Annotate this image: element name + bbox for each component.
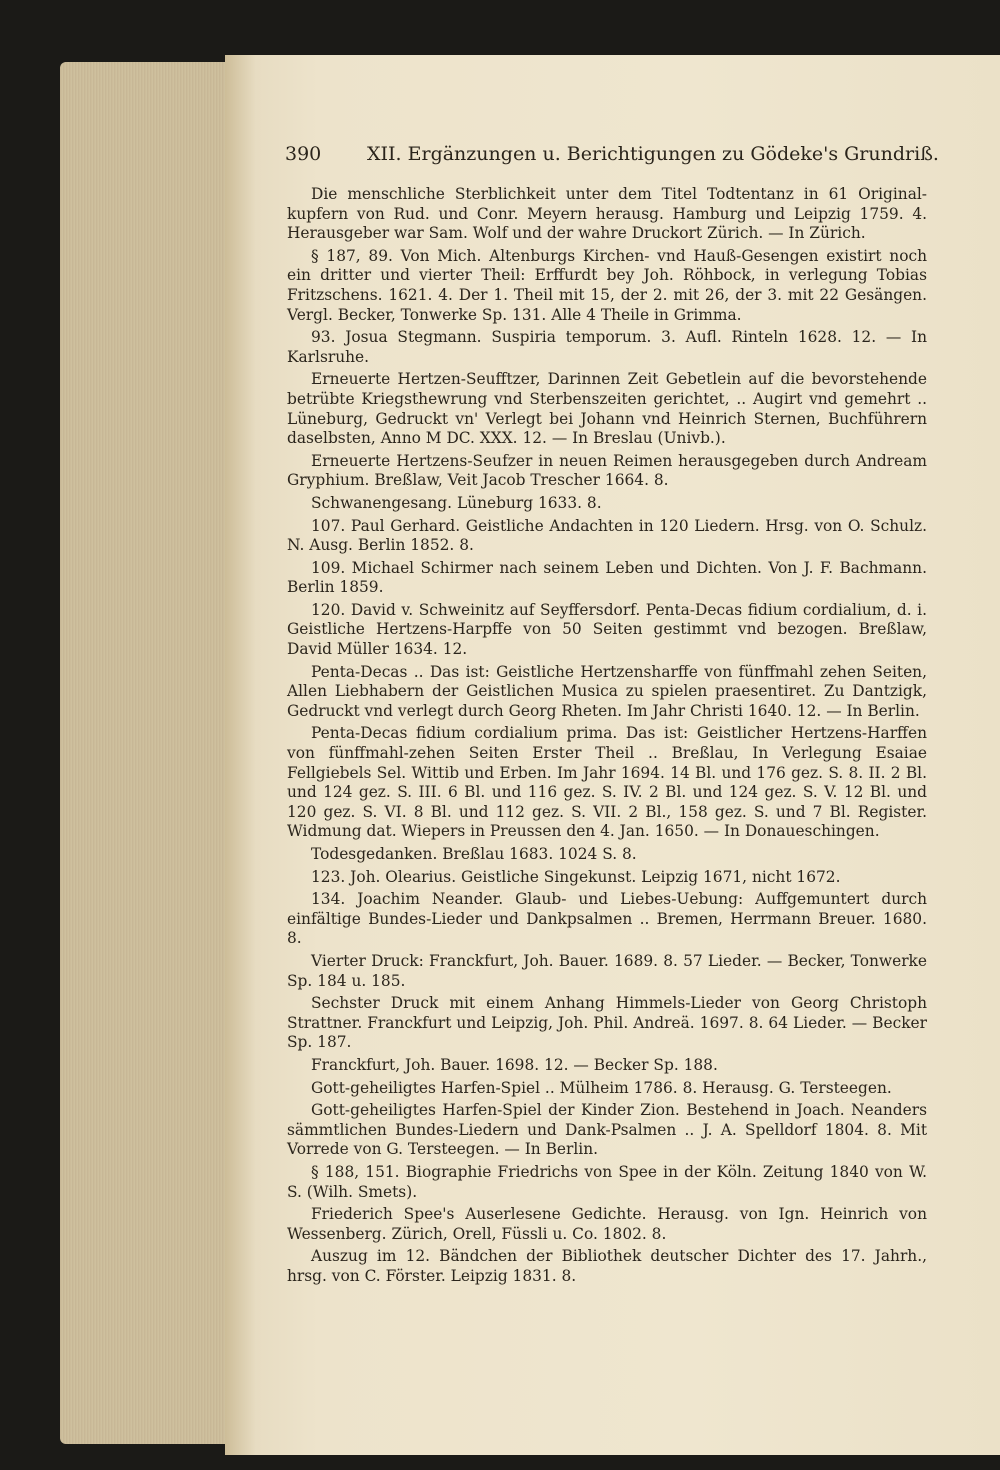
- paragraph: Erneuerte Hertzen-Seufftzer, Darinnen Zeit Gebetlein auf die bevorstehende betrübte Kriegsthewrung vnd Sterbenszeiten gerichtet, .. Augirt vnd gemehrt .. Lüneburg, Gedruckt vn' Verlegt bei Johann vnd Heinrich Sternen, Buchführern daselbsten, Anno M DC. XXX. 12. — In Breslau (Univb.).: [287, 370, 927, 448]
- paragraph: 120. David v. Schweinitz auf Seyffersdorf. Penta-Decas fidium cordialium, d. i. Geistliche Hertzens-Harpffe von 50 Seiten gestimmt vnd bezogen. Breßlaw, David Müller 1634. 12.: [287, 600, 927, 659]
- paragraph: Friederich Spee's Auserlesene Gedichte. Herausg. von Ign. Heinrich von Wessenberg. Zürich, Orell, Füssli u. Co. 1802. 8.: [287, 1205, 927, 1243]
- paragraph: Franckfurt, Joh. Bauer. 1698. 12. — Becker Sp. 188.: [311, 1055, 718, 1074]
- paragraph: Sechster Druck mit einem Anhang Himmels-Lieder von Georg Christoph Strattner. Franckfurt und Leipzig, Joh. Phil. Andreä. 1697. 8. 64 Lieder. — Becker Sp. 187.: [287, 994, 927, 1052]
- paragraph: 134. Joachim Neander. Glaub- und Liebes-Uebung: Auffgemuntert durch einfältige Bundes-Lieder und Dankpsalmen .. Bremen, Herrmann Breuer. 1680. 8.: [287, 890, 927, 948]
- paragraph: Penta-Decas .. Das ist: Geistliche Hertzensharffe von fünffmahl zehen Seiten, Allen Liebhabern der Geistlichen Musica zu spielen praesentiret. Zu Dantzigk, Gedruckt vnd verlegt durch Georg Rheten. Im Jahr Christi 1640. 12. — In Berlin.: [287, 662, 927, 720]
- page-edges: [60, 62, 230, 1444]
- paragraph: Gott-geheiligtes Harfen-Spiel der Kinder Zion. Bestehend in Joach. Neanders sämmtlichen Bundes-Liedern und Dank-Psalmen .. J. A. Spelldorf 1804. 8. Mit Vorrede von G. Tersteegen. — In Berlin.: [287, 1101, 927, 1159]
- paragraph: 109. Michael Schirmer nach seinem Leben und Dichten. Von J. F. Bachmann. Berlin 1859.: [287, 558, 927, 597]
- paragraph: 93. Josua Stegmann. Suspiria temporum. 3. Aufl. Rinteln 1628. 12. — In Karlsruhe.: [287, 328, 927, 366]
- paragraph: Vierter Druck: Franckfurt, Joh. Bauer. 1689. 8. 57 Lieder. — Becker, Tonwerke Sp. 184 u. 185.: [287, 951, 927, 990]
- running-title: XII. Ergänzungen u. Berichtigungen zu Gödeke's Grundriß.: [367, 143, 939, 165]
- paragraph: Gott-geheiligtes Harfen-Spiel .. Mülheim 1786. 8. Herausg. G. Tersteegen.: [311, 1078, 892, 1097]
- running-header: [285, 143, 945, 165]
- paragraph: 107. Paul Gerhard. Geistliche Andachten in 120 Liedern. Hrsg. von O. Schulz. N. Ausg. Berlin 1852. 8.: [287, 516, 927, 555]
- paragraph: Die menschliche Sterblichkeit unter dem Titel Todtentanz in 61 Original-kupfern von Rud. und Conr. Meyern herausg. Hamburg und Leipzig 1759. 4. Herausgeber war Sam. Wolf und der wahre Druckort Zürich. — In Zürich.: [287, 185, 927, 243]
- paragraph: 123. Joh. Olearius. Geistliche Singekunst. Leipzig 1671, nicht 1672.: [311, 867, 841, 886]
- page-body: [287, 185, 927, 1289]
- paragraph: Penta-Decas fidium cordialium prima. Das ist: Geistlicher Hertzens-Harffen von fünffmahl-zehen Seiten Erster Theil .. Breßlau, In Verlegung Esaiae Fellgiebels Sel. Wittib und Erben. Im Jahr 1694. 14 Bl. und 176 gez. S. 8. II. 2 Bl. und 124 gez. S. III. 6 Bl. und 116 gez. S. IV. 2 Bl. und 124 gez. S. V. 12 Bl. und 120 gez. S. VI. 8 Bl. und 112 gez. S. VII. 2 Bl., 158 gez. S. und 7 Bl. Register. Widmung dat. Wiepers in Preussen den 4. Jan. 1650. — In Donaueschingen.: [287, 724, 927, 841]
- paragraph: Schwanengesang. Lüneburg 1633. 8.: [311, 493, 602, 512]
- paragraph: § 187, 89. Von Mich. Altenburgs Kirchen- vnd Hauß-Gesengen existirt noch ein dritter und vierter Theil: Erffurdt bey Joh. Röhbock, in verlegung Tobias Fritzschens. 1621. 4. Der 1. Theil mit 15, der 2. mit 26, der 3. mit 22 Gesängen. Vergl. Becker, Tonwerke Sp. 131. Alle 4 Theile in Grimma.: [287, 246, 927, 324]
- page-number: 390: [285, 143, 322, 165]
- paragraph: Auszug im 12. Bändchen der Bibliothek deutscher Dichter des 17. Jahrh., hrsg. von C. Förster. Leipzig 1831. 8.: [287, 1247, 927, 1285]
- paragraph: § 188, 151. Biographie Friedrichs von Spee in der Köln. Zeitung 1840 von W. S. (Wilh. Smets).: [287, 1162, 927, 1201]
- paragraph: Erneuerte Hertzens-Seufzer in neuen Reimen herausgegeben durch Andream Gryphium. Breßlaw, Veit Jacob Trescher 1664. 8.: [287, 451, 927, 490]
- paragraph: Todesgedanken. Breßlau 1683. 1024 S. 8.: [311, 845, 637, 863]
